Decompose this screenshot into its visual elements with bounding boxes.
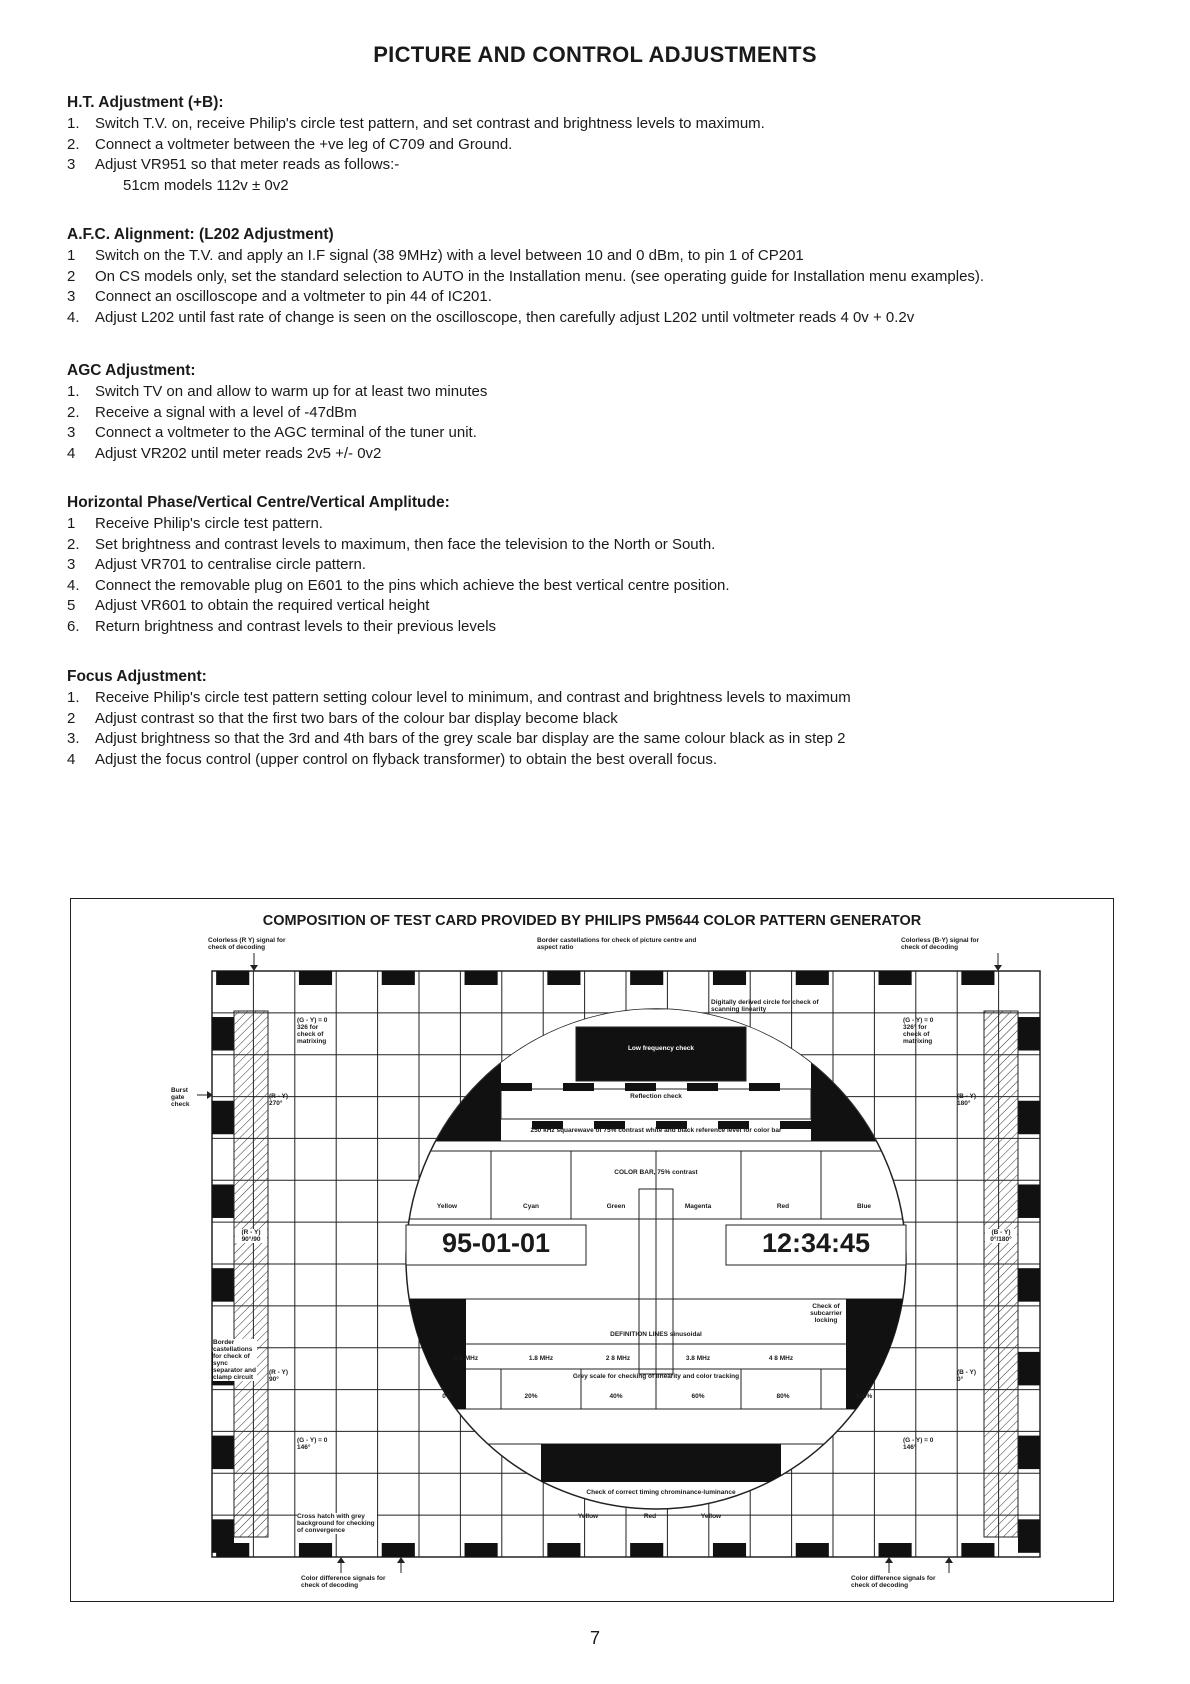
list-item (67, 555, 1117, 576)
note-bottom-right: Color difference signals for check of decoding (851, 1575, 936, 1589)
step-number: 1. (67, 689, 80, 706)
list-item (67, 114, 1117, 135)
label-by-0-180: (B - Y) 0°/180° (985, 1229, 1017, 1243)
test-card-figure (70, 898, 1114, 1602)
border-castellation (1018, 1352, 1040, 1385)
step-text: Adjust the focus control (upper control on flyback transformer) to obtain the best overall focus. (95, 750, 717, 768)
border-castellation (1018, 1268, 1040, 1301)
border-castellation (713, 971, 746, 985)
label-border-sync: Border castellations for check of sync separator and clamp circuit (213, 1339, 256, 1381)
label-ry-90: (R - Y) 90° (269, 1369, 289, 1383)
border-castellation (212, 1436, 234, 1469)
step-number: 1 (67, 515, 76, 532)
greyscale-percent-label: 60% (691, 1393, 705, 1400)
frequency-label: 4 8 MHz (768, 1355, 794, 1362)
step-number: 2. (67, 535, 80, 553)
step-text: Connect an oscilloscope and a voltmeter to pin 44 of IC201. (95, 288, 492, 305)
bottom-color-label: Yellow (577, 1513, 599, 1520)
step-text: Receive Philip's circle test pattern setting colour level to minimum, and contrast and brightness levels to maximum (95, 689, 851, 706)
colorbar-label: Green (606, 1203, 626, 1210)
border-castellation (961, 971, 994, 985)
section-0 (67, 94, 1117, 196)
section-heading: A.F.C. Alignment: (L202 Adjustment) (67, 226, 334, 243)
border-castellation (796, 1543, 829, 1557)
step-text: Connect the removable plug on E601 to the pins which achieve the best vertical centre position. (95, 576, 730, 594)
border-castellation (299, 971, 332, 985)
label-by-180: (B - Y) 180° (957, 1093, 977, 1107)
section-2 (67, 362, 1117, 464)
section-heading: H.T. Adjustment (+B): (67, 94, 224, 111)
border-castellation (465, 1543, 498, 1557)
step-number: 6. (67, 617, 80, 635)
step-number: 4 (67, 444, 76, 462)
list-item (67, 617, 1117, 638)
border-castellation (1018, 1017, 1040, 1050)
greyscale-percent-label: 20% (524, 1393, 538, 1400)
step-number: 5 (67, 597, 76, 614)
border-castellation (212, 1184, 234, 1217)
list-item (67, 535, 1117, 556)
frequency-label: 0.8 MHz (453, 1355, 479, 1362)
label-definition-lines: DEFINITION LINES sinusoidal (610, 1331, 702, 1338)
squarewave-block (687, 1083, 718, 1091)
list-item (67, 709, 1117, 730)
bottom-color-label: Yellow (700, 1513, 722, 1520)
border-castellation (547, 971, 580, 985)
label-crosshatch: Cross hatch with grey background for checking of convergence (297, 1513, 377, 1534)
label-greyscale: Grey scale for checking of linearity and color tracking (572, 1373, 740, 1380)
section-heading: AGC Adjustment: (67, 362, 196, 379)
border-castellation (465, 971, 498, 985)
border-castellation (212, 1101, 234, 1134)
border-castellation (879, 1543, 912, 1557)
label-digital-circle: Digitally derived circle for check of scanning linearity (711, 999, 819, 1013)
step-number: 4 (67, 750, 76, 768)
step-text: On CS models only, set the standard selection to AUTO in the Installation menu. (see operating guide for Installation menu examples). (95, 267, 985, 285)
list-item (67, 423, 1117, 444)
border-castellation (961, 1543, 994, 1557)
list-item (67, 729, 1117, 750)
time-display: 12:34:45 (761, 1228, 871, 1258)
squarewave-block (625, 1083, 656, 1091)
step-text: Switch on the T.V. and apply an I.F signal (38 9MHz) with a level between 10 and 0 dBm, to pin 1 of CP201 (95, 247, 804, 264)
section-1 (67, 226, 1117, 328)
colorbar-label: Blue (856, 1203, 872, 1210)
border-castellation (796, 971, 829, 985)
step-text: Adjust VR951 so that meter reads as follows:- (95, 156, 400, 173)
step-number: 3 (67, 556, 76, 573)
border-castellation (630, 971, 663, 985)
list-item (67, 267, 1117, 288)
label-chroma-timing: Check of correct timing chrominance-luminance (586, 1489, 736, 1496)
step-text: Adjust brightness so that the 3rd and 4th bars of the grey scale bar display are the same colour black as in step 2 (95, 730, 846, 747)
border-castellation (713, 1543, 746, 1557)
label-by-0: (B - Y) 0° (957, 1369, 977, 1383)
colorbar-label: Magenta (684, 1203, 712, 1210)
step-number: 3. (67, 730, 80, 747)
greyscale-percent-label: 40% (609, 1393, 623, 1400)
note-border-castellations: Border castellations for check of picture centre and aspect ratio (537, 937, 697, 951)
colorbar-label: Red (776, 1203, 790, 1210)
date-display: 95-01-01 (441, 1228, 551, 1258)
squarewave-block (501, 1083, 532, 1091)
label-gy-326-right: (G - Y) = 0 326° for check of matrixing (903, 1017, 934, 1045)
border-castellation (547, 1543, 580, 1557)
list-item (67, 287, 1117, 308)
note-colorless-ry: Colorless (R Y) signal for check of decoding (208, 937, 286, 951)
step-text: Adjust VR202 until meter reads 2v5 +/- 0v2 (95, 444, 382, 462)
section-3 (67, 494, 1117, 637)
squarewave-block (749, 1083, 780, 1091)
step-number: 1. (67, 383, 80, 400)
list-item (67, 444, 1117, 465)
label-colorbar: COLOR BAR, 75% contrast (614, 1169, 698, 1176)
bottom-color-label: Red (643, 1513, 657, 1520)
step-text: Receive Philip's circle test pattern. (95, 515, 323, 532)
label-ry-90-90: (R - Y) 90°/90 (235, 1229, 267, 1243)
border-castellation (1018, 1519, 1040, 1552)
border-castellation (1018, 1436, 1040, 1469)
step-text: Switch TV on and allow to warm up for at least two minutes (95, 383, 488, 400)
border-castellation (630, 1543, 663, 1557)
step-text: Connect a voltmeter between the +ve leg of C709 and Ground. (95, 135, 513, 153)
list-item (67, 246, 1117, 267)
squarewave-block (563, 1083, 594, 1091)
step-number: 3 (67, 424, 76, 441)
border-castellation (1018, 1184, 1040, 1217)
step-text: Adjust contrast so that the first two bars of the colour bar display become black (95, 709, 618, 727)
list-item (67, 403, 1117, 424)
note-burst-gate: Burst gate check (171, 1087, 190, 1108)
label-low-frequency: Low frequency check (627, 1045, 695, 1052)
label-reflection: Reflection check (630, 1093, 682, 1100)
label-squarewave: 250 kHz squarewave of 75% contrast white and black reference level for color bar (530, 1127, 782, 1134)
list-item (67, 382, 1117, 403)
note-colorless-by: Colorless (B-Y) signal for check of decoding (901, 937, 980, 951)
greyscale-percent-label: 80% (776, 1393, 790, 1400)
list-item (67, 514, 1117, 535)
label-ry-270: (R - Y) 270° (269, 1093, 289, 1107)
step-text: Adjust L202 until fast rate of change is seen on the oscilloscope, then carefully adjust L202 until voltmeter reads 4 0v + 0.2v (95, 308, 915, 326)
step-text: Connect a voltmeter to the AGC terminal of the tuner unit. (95, 424, 477, 441)
step-number: 4. (67, 308, 80, 326)
step-text: Adjust VR601 to obtain the required vertical height (95, 597, 430, 614)
list-item (67, 750, 1117, 771)
list-item (67, 688, 1117, 709)
frequency-label: 1.8 MHz (528, 1355, 554, 1362)
border-castellation (879, 971, 912, 985)
greyscale-percent-label: 0% (442, 1393, 452, 1400)
list-item (67, 155, 1117, 176)
step-number: 1 (67, 247, 76, 264)
list-item (67, 135, 1117, 156)
border-castellation (299, 1543, 332, 1557)
page-number: 7 (589, 1628, 600, 1648)
page-title: PICTURE AND CONTROL ADJUSTMENTS (373, 42, 817, 67)
step-number: 4. (67, 576, 80, 594)
step-number: 2 (67, 267, 76, 285)
label-gy-146-left: (G - Y) = 0 146° (297, 1437, 328, 1451)
label-gy-146-right: (G - Y) = 0 146° (903, 1437, 934, 1451)
test-card-title: COMPOSITION OF TEST CARD PROVIDED BY PHILIPS PM5644 COLOR PATTERN GENERATOR (262, 913, 922, 929)
list-item (67, 596, 1117, 617)
border-castellation (382, 1543, 415, 1557)
border-castellation (212, 1519, 234, 1552)
border-castellation (1018, 1101, 1040, 1134)
section-heading: Focus Adjustment: (67, 668, 207, 685)
step-text: Adjust VR701 to centralise circle pattern. (95, 556, 366, 573)
list-item (67, 576, 1117, 597)
step-number: 3 (67, 156, 76, 173)
step-number: 2. (67, 135, 80, 153)
border-castellation (216, 971, 249, 985)
step-number: 2. (67, 403, 80, 421)
frequency-label: 2 8 MHz (605, 1355, 631, 1362)
step-number: 2 (67, 709, 76, 727)
step-text: Return brightness and contrast levels to their previous levels (95, 617, 497, 635)
step-text: Set brightness and contrast levels to maximum, then face the television to the North or South. (95, 535, 716, 553)
section-4 (67, 668, 1117, 770)
label-gy-326-left: (G - Y) = 0 326 for check of matrixing (297, 1017, 328, 1045)
step-number: 1. (67, 115, 80, 132)
label-subcarrier: Check of subcarrier locking (810, 1303, 842, 1324)
note-bottom-left: Color difference signals for check of decoding (301, 1575, 386, 1589)
border-castellation (212, 1017, 234, 1050)
border-castellation (382, 971, 415, 985)
frequency-label: 3.8 MHz (685, 1355, 711, 1362)
border-castellation (212, 1268, 234, 1301)
step-text: Receive a signal with a level of -47dBm (95, 403, 357, 421)
section-heading: Horizontal Phase/Vertical Centre/Vertical Amplitude: (67, 494, 450, 511)
greyscale-percent-label: 100% (855, 1393, 873, 1400)
step-text: Switch T.V. on, receive Philip's circle test pattern, and set contrast and brightness levels to maximum. (95, 115, 765, 132)
step-number: 3 (67, 288, 76, 305)
list-item (67, 308, 1117, 329)
sub-value: 51cm models 112v ± 0v2 (123, 176, 289, 194)
colorbar-label: Cyan (523, 1203, 539, 1210)
colorbar-label: Yellow (436, 1203, 458, 1210)
